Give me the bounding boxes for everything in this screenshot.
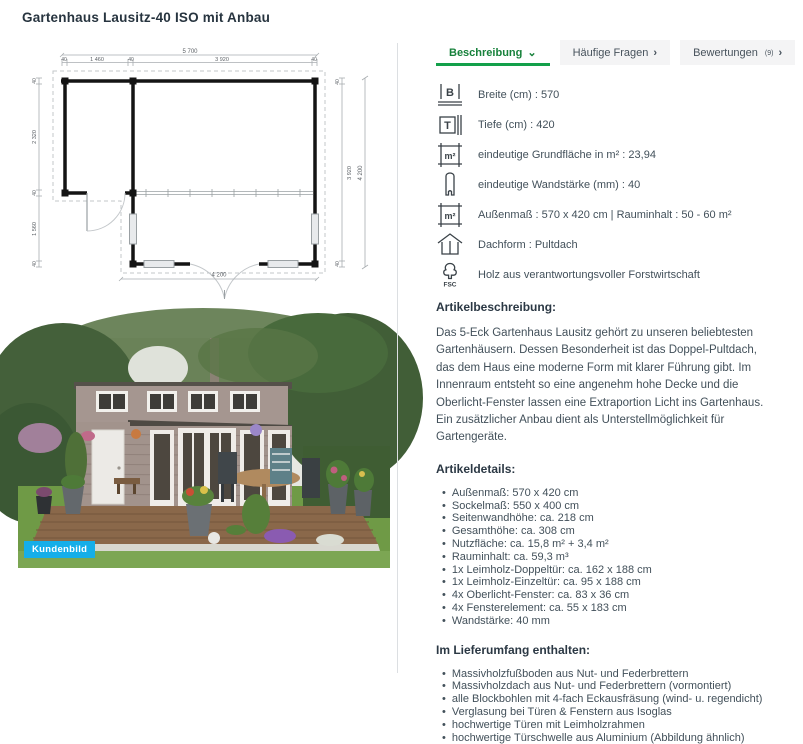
- svg-text:m²: m²: [444, 151, 455, 161]
- svg-text:40: 40: [61, 57, 67, 63]
- tab-label: Häufige Fragen: [572, 47, 649, 59]
- tab-haeufige-fragen[interactable]: [560, 40, 671, 65]
- floorplan-image[interactable]: [25, 46, 395, 314]
- detail-item: • 1x Leimholz-Doppeltür: ca. 162 x 188 cm: [453, 564, 803, 577]
- svg-text:FSC: FSC: [443, 281, 456, 289]
- detail-item: • 4x Oberlicht-Fenster: ca. 83 x 36 cm: [453, 589, 803, 602]
- detail-item: • Außenmaß: 570 x 420 cm: [453, 487, 803, 500]
- svg-text:3 920: 3 920: [215, 57, 229, 63]
- tab-bewertungen[interactable]: [680, 40, 795, 65]
- artikelbeschreibung-heading: Artikelbeschreibung:: [436, 300, 557, 314]
- plan-walls: [61, 79, 317, 265]
- detail-item: • Gesamthöhe: ca. 308 cm: [453, 525, 803, 538]
- svg-text:40: 40: [335, 261, 341, 267]
- dachform-icon: [436, 232, 463, 258]
- spec-row-fsc: [436, 260, 788, 290]
- spec-text: eindeutige Grundfläche in m² : 23,94: [478, 149, 656, 161]
- svg-text:2 320: 2 320: [32, 130, 38, 144]
- chevron-down-icon: ⌄: [527, 46, 537, 59]
- column-divider: [397, 43, 398, 673]
- spec-text: Breite (cm) : 570: [478, 89, 560, 101]
- spec-text: Dachform : Pultdach: [478, 239, 578, 251]
- garden-house-photo: [18, 338, 390, 568]
- spec-text: eindeutige Wandstärke (mm) : 40: [478, 179, 641, 191]
- svg-text:4 200: 4 200: [358, 165, 364, 181]
- artikelbeschreibung-text: Das 5-Eck Gartenhaus Lausitz gehört zu unseren beliebtesten Gartenhäusern. Dessen Besonderheit ist das Doppel-Pultdach, das dem Haus eine moderne Form mit klarer Führung gibt. Im Innenraum entsteht so eine angenehm hohe Decke und die Oberlicht-Fenster lassen eine Extraportion Licht ins Gartenhaus. Ein zusätzlicher Anbau dient als Unterstellmöglichkeit für Gartengeräte.: [436, 327, 764, 444]
- floorplan-drawing: [25, 46, 395, 314]
- artikeldetails-list: [436, 487, 803, 628]
- spec-row-tiefe: [436, 110, 788, 140]
- spec-row-dachform: [436, 230, 788, 260]
- svg-text:40: 40: [311, 57, 317, 63]
- svg-text:5 700: 5 700: [182, 49, 198, 55]
- detail-item: • Wandstärke: 40 mm: [453, 615, 803, 628]
- delivery-item: • Massivholzdach aus Nut- und Federbrettern (vormontiert): [453, 680, 803, 693]
- plan-double-door: [190, 264, 259, 299]
- detail-item: • Sockelmaß: 550 x 400 cm: [453, 500, 803, 513]
- svg-text:m²: m²: [444, 211, 455, 221]
- tiefe-icon: [436, 112, 463, 138]
- tab-bar: [436, 40, 788, 66]
- chevron-right-icon: ›: [778, 46, 783, 59]
- plan-glazed-front: [135, 189, 313, 197]
- photo-house: [74, 382, 292, 506]
- plan-roof-overhang: [53, 71, 325, 273]
- detail-item: • Nutzfläche: ca. 15,8 m² + 3,4 m²: [453, 538, 803, 551]
- svg-text:40: 40: [335, 79, 341, 85]
- spec-row-aussenmass: [436, 200, 788, 230]
- detail-item: • 4x Fensterelement: ca. 55 x 183 cm: [453, 602, 803, 615]
- tab-beschreibung[interactable]: [436, 40, 550, 66]
- svg-text:B: B: [445, 87, 454, 99]
- spec-text: Tiefe (cm) : 420: [478, 119, 555, 131]
- svg-text:1 560: 1 560: [32, 222, 38, 236]
- spec-list: [436, 80, 788, 290]
- delivery-item: • alle Blockbohlen mit 4-fach Eckausfräsung (wind- u. regendicht): [453, 693, 803, 706]
- spec-row-grundflaeche: [436, 140, 788, 170]
- page-title: Gartenhaus Lausitz-40 ISO mit Anbau: [22, 10, 271, 25]
- plan-anbau-door: [87, 193, 125, 231]
- detail-item: • Rauminhalt: ca. 59,3 m³: [453, 551, 803, 564]
- svg-text:1 460: 1 460: [90, 57, 104, 63]
- lieferumfang-list: [436, 668, 803, 744]
- customer-photo[interactable]: [18, 338, 390, 568]
- svg-text:40: 40: [32, 78, 38, 84]
- detail-item: • Seitenwandhöhe: ca. 218 cm: [453, 512, 803, 525]
- kundenbild-badge: Kundenbild: [24, 541, 95, 558]
- spec-row-breite: [436, 80, 788, 110]
- chevron-right-icon: ›: [653, 46, 658, 59]
- spec-row-wandstaerke: [436, 170, 788, 200]
- plan-dim-left: [36, 78, 42, 267]
- plan-windows: [130, 214, 319, 268]
- svg-text:4 200: 4 200: [211, 272, 227, 279]
- aussenmass-icon: [436, 202, 463, 228]
- grundflaeche-icon: [436, 142, 463, 168]
- delivery-item: • hochwertige Türschwelle aus Aluminium (Abbildung ähnlich): [453, 732, 803, 744]
- plan-corner-posts: [62, 78, 319, 268]
- fsc-icon: [436, 262, 463, 288]
- delivery-item: • hochwertige Türen mit Leimholzrahmen: [453, 719, 803, 732]
- tab-label: Bewertungen: [693, 47, 758, 59]
- details-column: [436, 40, 788, 744]
- spec-text: Außenmaß : 570 x 420 cm | Rauminhalt : 50 - 60 m²: [478, 209, 732, 221]
- spec-text: Holz aus verantwortungsvoller Forstwirtschaft: [478, 269, 700, 281]
- svg-text:T: T: [443, 120, 451, 132]
- svg-text:40: 40: [128, 57, 134, 63]
- wandstaerke-icon: [436, 172, 463, 198]
- detail-item: • 1x Leimholz-Einzeltür: ca. 95 x 188 cm: [453, 576, 803, 589]
- breite-icon: [436, 82, 463, 108]
- tab-label: Beschreibung: [449, 47, 523, 59]
- delivery-item: • Massivholzfußboden aus Nut- und Federbrettern: [453, 668, 803, 681]
- svg-text:40: 40: [32, 261, 38, 267]
- review-count: (9): [764, 49, 774, 57]
- artikeldetails-heading: Artikeldetails:: [436, 461, 516, 476]
- delivery-item: • Verglasung bei Türen & Fenstern aus Isoglas: [453, 706, 803, 719]
- svg-text:3 920: 3 920: [347, 166, 353, 180]
- svg-text:40: 40: [32, 190, 38, 196]
- lieferumfang-heading: Im Lieferumfang enthalten:: [436, 642, 591, 657]
